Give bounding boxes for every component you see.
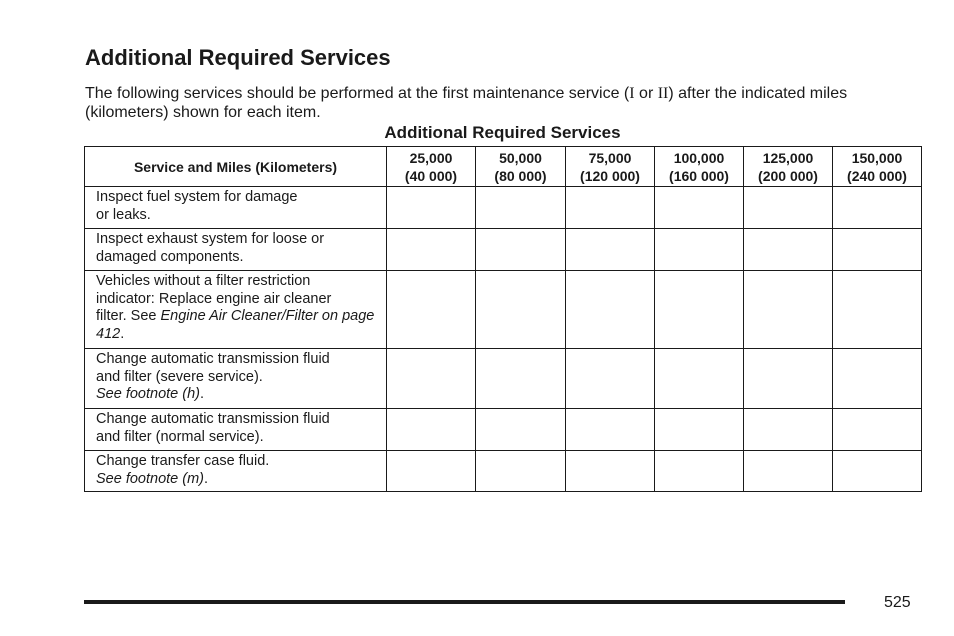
interval-cell (566, 349, 655, 409)
interval-cell (833, 409, 922, 451)
interval-cell (655, 451, 744, 492)
item-line: and filter (severe service). (96, 368, 263, 385)
interval-cell (387, 271, 476, 349)
interval-cell (566, 271, 655, 349)
service-item (85, 409, 387, 451)
item-line: Change transfer case fluid. (96, 453, 270, 469)
interval-cell (387, 409, 476, 451)
footer-rule (84, 600, 845, 604)
interval-cell (833, 187, 922, 229)
service-item (85, 229, 387, 271)
table-row (85, 187, 922, 229)
table-row (85, 271, 922, 349)
interval-cell (744, 349, 833, 409)
interval-cell (476, 451, 566, 492)
item-line: Inspect exhaust system for loose or (96, 231, 325, 247)
item-line: Inspect fuel system for damage (96, 189, 298, 205)
interval-cell (387, 229, 476, 271)
item-text: . (204, 470, 209, 487)
interval-cell (655, 229, 744, 271)
interval-miles: 150,000 (851, 149, 903, 166)
item-line: Change automatic transmission fluid (96, 351, 330, 367)
interval-cell (476, 229, 566, 271)
interval-cell (833, 271, 922, 349)
interval-cell (566, 409, 655, 451)
interval-cell (387, 187, 476, 229)
interval-km: (160 000) (669, 167, 729, 184)
interval-cell (655, 349, 744, 409)
interval-header-25000 (387, 147, 476, 187)
service-item (85, 187, 387, 229)
interval-header-75000 (566, 147, 655, 187)
item-line: damaged components. (96, 248, 244, 265)
table-row (85, 409, 922, 451)
item-line: Change automatic transmission fluid (96, 411, 330, 427)
interval-cell (476, 187, 566, 229)
interval-km: (240 000) (847, 167, 907, 184)
interval-cell (744, 451, 833, 492)
intro-roman-one: I (629, 85, 635, 102)
service-item (85, 349, 387, 409)
interval-cell (744, 409, 833, 451)
footnote-reference: See footnote (m) (96, 470, 204, 487)
item-text: . (120, 325, 125, 342)
interval-miles: 100,000 (673, 149, 725, 166)
table-row (85, 349, 922, 409)
interval-km: (200 000) (758, 167, 818, 184)
intro-paragraph (85, 84, 915, 122)
page-title: Additional Required Services (85, 45, 391, 70)
interval-cell (833, 229, 922, 271)
table-caption: Additional Required Services (384, 123, 621, 142)
interval-miles: 125,000 (762, 149, 814, 166)
interval-cell (655, 271, 744, 349)
interval-cell (387, 349, 476, 409)
interval-header-100000 (655, 147, 744, 187)
interval-cell (655, 409, 744, 451)
interval-cell (476, 349, 566, 409)
item-line: and filter (normal service). (96, 428, 264, 445)
intro-text-middle: or (634, 85, 658, 102)
interval-header-150000 (833, 147, 922, 187)
item-line: or leaks. (96, 206, 151, 223)
interval-km: (80 000) (494, 167, 547, 184)
interval-miles: 50,000 (499, 149, 542, 166)
interval-cell (476, 271, 566, 349)
service-item (85, 451, 387, 492)
interval-miles: 75,000 (588, 149, 632, 166)
interval-cell (566, 451, 655, 492)
item-text: . (200, 386, 205, 402)
item-line: indicator: Replace engine air cleaner (96, 290, 332, 307)
interval-header-50000 (476, 147, 566, 187)
interval-km: (120 000) (580, 167, 640, 184)
service-item (85, 271, 387, 349)
table-row (85, 451, 922, 492)
item-line: Vehicles without a filter restriction (96, 273, 311, 289)
cross-reference: Engine Air Cleaner/Filter on page 412 (96, 308, 375, 342)
interval-km: (40 000) (404, 167, 458, 184)
interval-cell (566, 187, 655, 229)
interval-cell (744, 229, 833, 271)
page-number: 525 (884, 594, 911, 611)
service-column-header: Service and Miles (Kilometers) (85, 147, 387, 187)
interval-header-125000 (744, 147, 833, 187)
intro-text-after: ) after the indicated miles (kilometers) shown for each item. (85, 85, 848, 121)
interval-cell (833, 451, 922, 492)
footnote-reference: See footnote (h) (96, 386, 200, 402)
table-row (85, 229, 922, 271)
interval-cell (744, 271, 833, 349)
intro-roman-two: II (657, 85, 669, 102)
interval-cell (476, 409, 566, 451)
interval-miles: 25,000 (409, 149, 453, 166)
table-header-row (85, 147, 922, 187)
interval-cell (833, 349, 922, 409)
item-text: filter. See (96, 308, 161, 324)
interval-cell (387, 451, 476, 492)
services-table (84, 146, 922, 492)
intro-text-before: The following services should be performed at the first maintenance service ( (85, 85, 630, 102)
interval-cell (566, 229, 655, 271)
interval-cell (655, 187, 744, 229)
interval-cell (744, 187, 833, 229)
